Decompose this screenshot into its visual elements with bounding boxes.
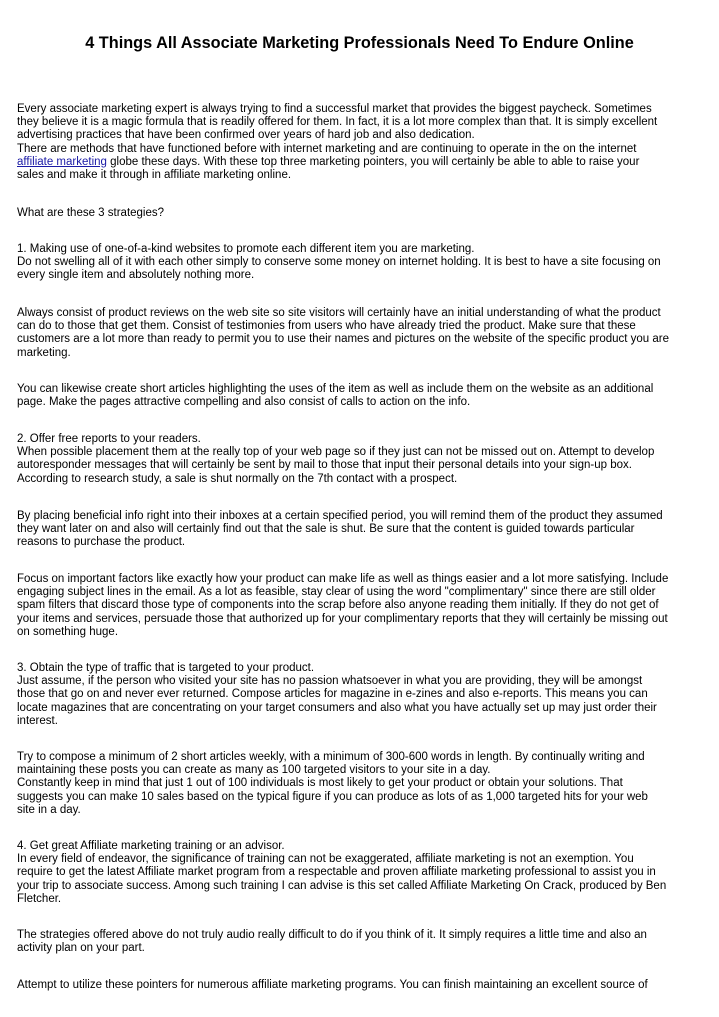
paragraph-strategy-2 [17, 433, 707, 486]
text-line: Try to compose a minimum of 2 short articles weekly, with a minimum of 300-600 words in length. By continually writing and [17, 751, 645, 763]
text-line: those that go on and never ever returned. Compose articles for magazine in e-zines and also e-reports. This means you can [17, 688, 648, 701]
text-line: sales and make it through in affiliate marketing online. [17, 168, 292, 181]
text-line: your trip to associate success. Among such training I can advise is this set called Affiliate Marketing On Crack, produced by Ben [17, 879, 667, 892]
text-line: Always consist of product reviews on the web site so site visitors will certainly have an initial understanding of what the product [17, 307, 661, 319]
paragraph-inboxes [17, 510, 707, 550]
affiliate-marketing-link[interactable]: affiliate marketing [17, 155, 107, 168]
text-line: spam filters that discard those type of components into the scrap before also anyone reading them initially. If they do not get of [17, 599, 659, 612]
paragraph-summary [17, 929, 707, 955]
paragraph-compose [17, 751, 707, 817]
paragraph-strategy-1 [17, 243, 707, 283]
text-line: The strategies offered above do not truly audio really difficult to do if you think of it. It simply requires a little time and also an [17, 929, 647, 941]
text-line: 2. Offer free reports to your readers. [17, 433, 201, 445]
text-line: In every field of endeavor, the significance of training can not be exaggerated, affiliate marketing is not an exemption. You [17, 853, 634, 866]
paragraph-closing [17, 979, 707, 992]
text-line-with-link [17, 156, 707, 169]
text-line: locate magazines that are concentrating on your target consumers and also what you have actually set up may just order their [17, 701, 657, 714]
text-line: they want later on and also will certainly find out that the sale is shut. Be sure that the content is guided towards particular [17, 523, 635, 536]
text-line: Every associate marketing expert is always trying to find a successful market that provides the biggest paycheck. Sometimes [17, 103, 652, 115]
text-line: 1. Making use of one-of-a-kind websites to promote each different item you are marketing. [17, 243, 475, 255]
text-line: engaging subject lines in the email. As a lot as feasible, stay clear of using the word "complimentary" since there are still older [17, 586, 656, 599]
text-line: marketing. [17, 346, 71, 359]
text-line: Do not swelling all of it with each other simply to conserve some money on internet holding. It is best to have a site focusing on [17, 256, 661, 269]
text-line: 3. Obtain the type of traffic that is targeted to your product. [17, 662, 315, 674]
text-line: Fletcher. [17, 892, 62, 905]
text-line: interest. [17, 714, 58, 727]
text-line: Attempt to utilize these pointers for numerous affiliate marketing programs. You can finish maintaining an excellent source of [17, 979, 648, 991]
text-line: they believe it is a magic formula that is readily offered for them. In fact, it is a lot more complex than that. It is simply excellent [17, 116, 658, 129]
text-line: maintaining these posts you can create as many as 100 targeted visitors to your site in a day. [17, 764, 491, 777]
paragraph-reviews [17, 307, 707, 360]
text-line: When possible placement them at the really top of your web page so if they just can not be missed out on. Attempt to develop [17, 446, 655, 459]
text-segment: globe these days. With these top three marketing pointers, you will certainly be able to able to raise your [106, 155, 640, 168]
text-line: According to research study, a sale is shut normally on the 7th contact with a prospect. [17, 472, 458, 485]
text-line: 4. Get great Affiliate marketing training or an advisor. [17, 840, 285, 852]
text-line: Constantly keep in mind that just 1 out of 100 individuals is most likely to get your product or obtain your solutions. That [17, 777, 623, 790]
paragraph-strategy-3 [17, 662, 707, 728]
text-line: can do to those that get them. Consist of testimonies from users who have already tried the product. Make sure that these [17, 320, 636, 333]
text-line: There are methods that have functioned before with internet marketing and are continuing to operate in the on the internet [17, 142, 637, 155]
text-line: advertising practices that have been confirmed over years of hard job and also dedication. [17, 129, 475, 142]
text-line: your items and services, persuade those that authorized up for your complimentary reports that they will certainly be missing out [17, 612, 668, 625]
text-line: site in a day. [17, 803, 81, 816]
text-line: require to get the latest Affiliate market program from a respectable and proven affiliate marketing professional to assist you in [17, 866, 656, 879]
text-line: autoresponder messages that will certainly be sent by mail to those that input their personal details into your sign-up box. [17, 459, 632, 472]
paragraph-intro [17, 103, 707, 182]
text-line: every single item and absolutely nothing more. [17, 269, 255, 282]
paragraph-articles [17, 383, 707, 409]
paragraph-strategy-4 [17, 840, 707, 906]
text-line: on something huge. [17, 625, 119, 638]
paragraph-question [17, 207, 707, 220]
text-line: customers are a lot more than ready to permit you to use their names and pictures on the website of the specific product you are [17, 333, 670, 346]
text-line: What are these 3 strategies? [17, 207, 165, 219]
text-line: Just assume, if the person who visited your site has no passion whatsoever in what you are providing, they will be amongst [17, 675, 643, 688]
text-line: You can likewise create short articles highlighting the uses of the item as well as include them on the website as an additional [17, 383, 654, 395]
document-title: 4 Things All Associate Marketing Professionals Need To Endure Online [85, 34, 634, 52]
text-line: page. Make the pages attractive compelling and also consist of calls to action on the info. [17, 396, 471, 409]
paragraph-focus [17, 573, 707, 639]
text-line: reasons to purchase the product. [17, 536, 186, 549]
text-line: activity plan on your part. [17, 942, 145, 955]
text-line: By placing beneficial info right into their inboxes at a certain specified period, you will remind them of the product they assumed [17, 510, 663, 522]
text-line: Focus on important factors like exactly how your product can make life as well as things easier and a lot more satisfying. Include [17, 573, 669, 585]
text-line: suggests you can make 10 sales based on the typical figure if you can produce as lots of as 1,000 targeted hits for your web [17, 790, 648, 803]
